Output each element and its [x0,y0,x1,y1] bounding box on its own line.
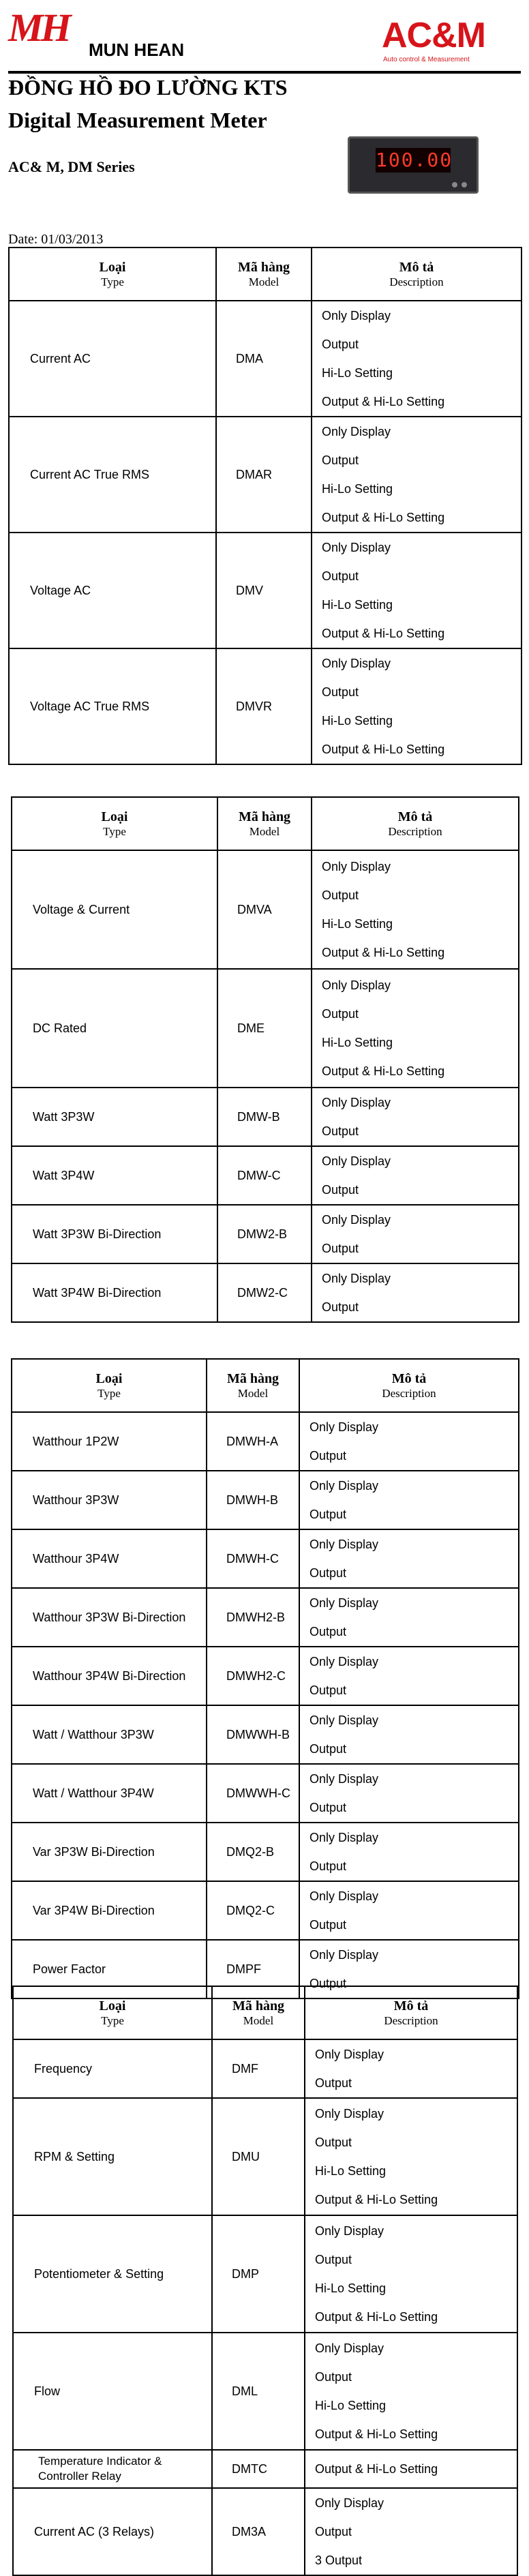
col-desc-header: Mô tả Description [312,797,519,850]
type-cell: Watt / Watthour 3P3W [12,1705,207,1764]
type-cell: Var 3P3W Bi-Direction [12,1823,207,1881]
table-row [12,850,519,969]
description-cell: Only Display Output Hi-Lo Setting Output & Hi-Lo Setting [305,2333,517,2450]
table-row [12,1471,519,1529]
description-cell: Only Display Output [312,1146,519,1205]
description-cell: Only Display Output Hi-Lo Setting Output & Hi-Lo Setting [312,417,522,533]
product-table-3 [11,1358,519,1999]
type-cell: Current AC [9,301,216,417]
model-cell: DML [212,2333,305,2450]
description-cell: Only Display Output Hi-Lo Setting Output & Hi-Lo Setting [305,2098,517,2215]
description-cell: Only Display Output [299,1823,519,1881]
model-cell: DMWH2-B [207,1588,299,1647]
meter-button-icon [452,182,457,188]
type-cell: Flow [13,2333,212,2450]
col-model-header: Mã hàng Model [207,1359,299,1412]
model-cell: DMW2-B [217,1205,312,1263]
type-cell: Watt 3P4W Bi-Direction [12,1263,217,1322]
product-table-1 [8,247,522,765]
description-cell: Only Display Output [299,1529,519,1588]
col-desc-header: Mô tả Description [305,1986,517,2039]
model-cell: DMF [212,2039,305,2098]
meter-display: 100.00 [376,149,453,171]
model-cell: DMW-B [217,1088,312,1146]
acm-logo-tagline: Auto control & Measurement [383,56,470,63]
acm-logo: AC&M [382,16,485,55]
table-row [12,1529,519,1588]
model-cell: DME [217,969,312,1088]
type-cell: RPM & Setting [13,2098,212,2215]
product-table-2 [11,796,519,1323]
model-cell: DMA [216,301,312,417]
table-row [13,2488,517,2575]
col-model-header: Mã hàng Model [217,797,312,850]
type-cell: Watt 3P4W [12,1146,217,1205]
model-cell: DM3A [212,2488,305,2575]
description-cell: Only Display Output Hi-Lo Setting Output & Hi-Lo Setting [312,533,522,648]
product-table-4 [12,1986,518,2576]
description-cell: Only Display Output [299,1881,519,1940]
model-cell: DMWWH-B [207,1705,299,1764]
description-cell: Only Display Output [312,1263,519,1322]
table-row [12,1263,519,1322]
table-row [12,969,519,1088]
model-cell: DMQ2-B [207,1823,299,1881]
model-cell: DMVR [216,648,312,764]
type-cell: Current AC True RMS [9,417,216,533]
col-model-header: Mã hàng Model [212,1986,305,2039]
type-cell: Watthour 3P4W [12,1529,207,1588]
description-cell: Only Display Output Hi-Lo Setting Output & Hi-Lo Setting [312,648,522,764]
model-cell: DMTC [212,2450,305,2488]
table-row [9,301,522,417]
model-cell: DMW2-C [217,1263,312,1322]
description-cell: Only Display Output [299,1705,519,1764]
model-cell: DMWWH-C [207,1764,299,1823]
meter-product-image [348,136,479,194]
type-cell: Potentiometer & Setting [13,2215,212,2333]
description-cell: Only Display Output [299,1471,519,1529]
table-row [12,1205,519,1263]
table-row [12,1088,519,1146]
col-model-header: Mã hàng Model [216,248,312,301]
table-row [12,1146,519,1205]
description-cell: Only Display Output [312,1205,519,1263]
model-cell: DMU [212,2098,305,2215]
table-row [13,2098,517,2215]
meter-button-icon [462,182,467,188]
type-cell: Voltage AC [9,533,216,648]
table-row [9,648,522,764]
description-cell: Only Display Output Hi-Lo Setting Output & Hi-Lo Setting [312,969,519,1088]
model-cell: DMP [212,2215,305,2333]
description-cell: Only Display Output [305,2039,517,2098]
table-row [12,1412,519,1471]
table-header-row [13,1986,517,2039]
brand-name: MUN HEAN [89,40,185,60]
document-title-vn: ĐỒNG HỒ ĐO LƯỜNG KTS [8,75,288,100]
table-row [12,1881,519,1940]
type-cell: DC Rated [12,969,217,1088]
description-cell: Only Display Output Hi-Lo Setting Output & Hi-Lo Setting [312,301,522,417]
type-cell: Var 3P4W Bi-Direction [12,1881,207,1940]
type-cell: Temperature Indicator & Controller Relay [13,2450,212,2488]
type-cell: Watt 3P3W [12,1088,217,1146]
col-desc-header: Mô tả Description [312,248,522,301]
table-row [13,2333,517,2450]
col-type-header: Loại Type [9,248,216,301]
model-cell: DMPF [207,1940,299,1998]
type-cell: Watt / Watthour 3P4W [12,1764,207,1823]
description-cell: Only Display Output Hi-Lo Setting Output & Hi-Lo Setting [305,2215,517,2333]
type-cell: Voltage & Current [12,850,217,969]
series-label: AC& M, DM Series [8,158,135,175]
table-row [13,2450,517,2488]
document-date: Date: 01/03/2013 [8,232,104,247]
type-cell: Watthour 3P3W [12,1471,207,1529]
col-type-header: Loại Type [12,1359,207,1412]
table-row [12,1588,519,1647]
table-row [12,1647,519,1705]
model-cell: DMWH-B [207,1471,299,1529]
type-cell: Watt 3P3W Bi-Direction [12,1205,217,1263]
table-row [12,1823,519,1881]
model-cell: DMW-C [217,1146,312,1205]
description-cell: Only Display Output [299,1647,519,1705]
table-row [13,2215,517,2333]
type-cell: Current AC (3 Relays) [13,2488,212,2575]
type-cell: Watthour 3P3W Bi-Direction [12,1588,207,1647]
model-cell: DMQ2-C [207,1881,299,1940]
description-cell: Only Display Output [299,1940,519,1998]
model-cell: DMAR [216,417,312,533]
col-type-header: Loại Type [12,797,217,850]
document-title-en: Digital Measurement Meter [8,108,267,132]
table-header-row [9,248,522,301]
model-cell: DMV [216,533,312,648]
table-row [9,417,522,533]
header-divider [8,71,521,74]
table-row [9,533,522,648]
type-cell: Frequency [13,2039,212,2098]
table-header-row [12,1359,519,1412]
description-cell: Output & Hi-Lo Setting [305,2450,517,2488]
col-desc-header: Mô tả Description [299,1359,519,1412]
model-cell: DMVA [217,850,312,969]
model-cell: DMWH-C [207,1529,299,1588]
table-row [12,1764,519,1823]
type-cell: Watthour 1P2W [12,1412,207,1471]
model-cell: DMWH-A [207,1412,299,1471]
description-cell: Only Display Output [299,1412,519,1471]
description-cell: Only Display Output 3 Output [305,2488,517,2575]
description-cell: Only Display Output [299,1764,519,1823]
type-cell: Power Factor [12,1940,207,1998]
description-cell: Only Display Output Hi-Lo Setting Output & Hi-Lo Setting [312,850,519,969]
description-cell: Only Display Output [299,1588,519,1647]
col-type-header: Loại Type [13,1986,212,2039]
table-row [12,1705,519,1764]
munhean-logo: MH [8,5,69,50]
description-cell: Only Display Output [312,1088,519,1146]
type-cell: Watthour 3P4W Bi-Direction [12,1647,207,1705]
model-cell: DMWH2-C [207,1647,299,1705]
table-row [13,2039,517,2098]
table-header-row [12,797,519,850]
page-header [0,0,529,82]
type-cell: Voltage AC True RMS [9,648,216,764]
